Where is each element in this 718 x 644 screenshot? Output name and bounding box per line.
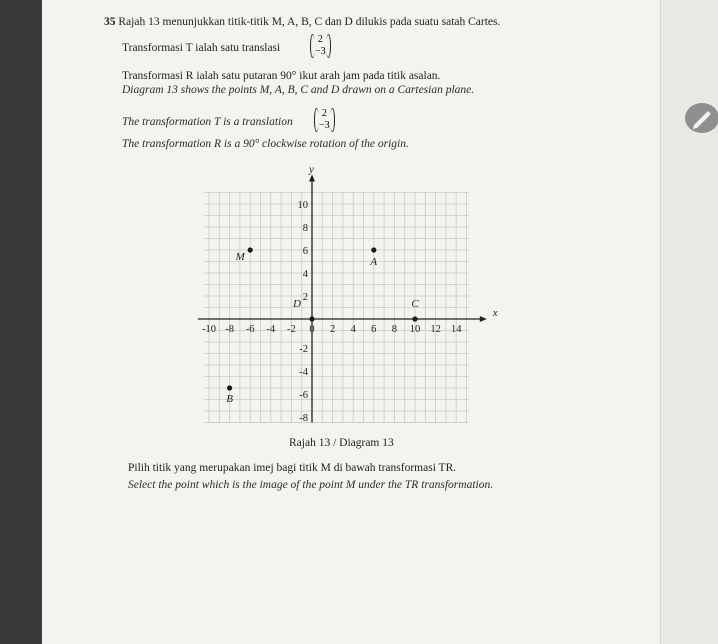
x-tick-label: 10 — [409, 324, 421, 335]
x-tick-label: 2 — [329, 324, 336, 335]
exam-page — [42, 0, 660, 644]
x-tick-label: -10 — [202, 324, 216, 335]
point-a — [371, 247, 376, 252]
dark-background-left — [0, 0, 42, 644]
point-d — [309, 316, 314, 321]
point-c — [412, 316, 417, 321]
vector-bottom: −3 — [315, 46, 326, 57]
malay-rotation-line: Transformasi R ialah satu putaran 90° ikut arah jam pada titik asalan. — [122, 70, 441, 82]
point-label-b: B — [226, 393, 233, 405]
prompt-malay: Pilih titik yang merupakan imej bagi titik M di bawah transformasi TR. — [128, 462, 457, 474]
english-rotation-line: The transformation R is a 90° clockwise rotation of the origin. — [122, 138, 409, 150]
diagram-caption: Rajah 13 / Diagram 13 — [289, 437, 394, 449]
x-tick-label: -8 — [225, 324, 234, 335]
point-label-c: C — [411, 298, 419, 310]
y-tick-label: 4 — [302, 269, 308, 280]
x-tick-label: 6 — [371, 324, 377, 335]
x-tick-label: 8 — [391, 324, 398, 335]
x-tick-label: -2 — [287, 324, 296, 335]
x-tick-label: 0 — [309, 324, 315, 335]
x-axis-arrow — [480, 316, 487, 322]
cartesian-plane — [42, 0, 660, 644]
y-tick-label: -2 — [299, 344, 308, 355]
y-tick-label: 8 — [302, 223, 308, 234]
x-tick-label: -4 — [266, 324, 276, 335]
question-number: 35 — [104, 16, 116, 28]
x-axis-label: x — [492, 307, 498, 319]
vector-top: 2 — [317, 34, 323, 45]
malay-translation-text: Transformasi T ialah satu translasi — [122, 42, 281, 54]
x-tick-label: 4 — [350, 324, 356, 335]
x-tick-label: -6 — [245, 324, 255, 335]
question-malay-line-1: Rajah 13 menunjukkan titik-titik M, A, B, C dan D dilukis pada suatu satah Cartes. — [118, 16, 501, 28]
y-tick-label: -6 — [299, 390, 308, 401]
y-tick-label: 2 — [302, 292, 308, 303]
y-tick-label: 10 — [297, 200, 308, 211]
point-label-a: A — [370, 256, 378, 268]
point-m — [248, 247, 253, 252]
y-tick-label: -4 — [299, 367, 308, 378]
y-axis-arrow — [309, 175, 315, 182]
english-translation-text: The transformation T is a translation — [122, 116, 293, 128]
x-tick-label: 12 — [430, 324, 441, 335]
x-tick-label: 14 — [450, 324, 462, 335]
english-line-1: Diagram 13 shows the points M, A, B, C and D drawn on a Cartesian plane. — [122, 84, 475, 96]
vector-bottom: −3 — [319, 120, 330, 131]
y-axis-label: y — [309, 163, 314, 176]
point-b — [227, 385, 232, 390]
next-page-edge — [660, 0, 718, 644]
pencil-icon — [685, 103, 718, 133]
y-tick-label: -8 — [299, 413, 308, 424]
point-label-m: M — [235, 251, 245, 263]
prompt-english: Select the point which is the image of the point M under the TR transformation. — [128, 479, 494, 491]
point-label-d: D — [293, 298, 301, 310]
vector-top: 2 — [321, 108, 327, 119]
y-tick-label: 6 — [302, 246, 308, 257]
